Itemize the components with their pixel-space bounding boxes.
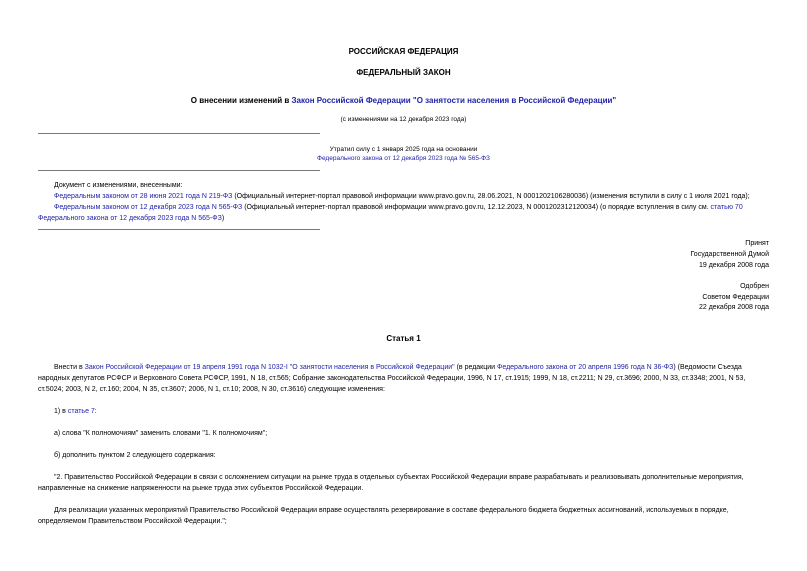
accepted-label: Принят: [745, 240, 769, 247]
article-paragraph: а) слова "К полномочиям" заменить словами "1. К полномочиям";: [54, 430, 268, 437]
doc-type-heading: ФЕДЕРАЛЬНЫЙ ЗАКОН: [356, 68, 451, 77]
law-1032-link[interactable]: Закон Российской Федерации от 19 апреля 1991 года N 1032-I "О занятости населения в Российской Федерации": [84, 364, 455, 371]
article-70-link[interactable]: статью 70: [710, 204, 743, 211]
article-paragraph: Для реализации указанных мероприятий Правительство Российской Федерации вправе осуществлять резервирование в составе федерального бюджета бюджетных ассигнований, используемых в порядке, определяемом Правительством Российской Федерации.";: [38, 507, 729, 525]
paragraph-text: :: [94, 408, 97, 415]
federal-law-link[interactable]: Федерального закона от 12 декабря 2023 года N 565-ФЗ: [38, 215, 222, 222]
article-heading: Статья 1: [386, 334, 421, 343]
paragraph-text: 1) в: [54, 408, 68, 415]
amendment-tail: ): [221, 215, 225, 222]
article-body: [38, 362, 771, 527]
article-paragraph: б) дополнить пунктом 2 следующего содержания:: [54, 452, 216, 459]
country-heading: РОССИЙСКАЯ ФЕДЕРАЦИЯ: [348, 47, 459, 56]
article-7-link[interactable]: статье 7: [67, 408, 95, 415]
expired-basis-link[interactable]: Федерального закона от 12 декабря 2023 года № 565-ФЗ: [317, 155, 490, 162]
paragraph-text: (в редакции: [454, 364, 498, 371]
duma-date: 19 декабря 2008 года: [698, 262, 769, 269]
divider: [38, 170, 320, 171]
article-paragraph: "2. Правительство Российской Федерации в связи с осложнением ситуации на рынке труда в отдельных субъектах Российской Федерации вправе разрабатывать и реализовывать дополнительные мероприятия, направленные на снижение напряженности на рынке труда этих субъектов Российской Федерации.: [38, 474, 744, 492]
council-label: Советом Федерации: [702, 294, 769, 301]
divider: [38, 133, 320, 134]
expired-notice: Утратил силу с 1 января 2025 года на основании: [329, 146, 478, 153]
amendment-text: (Официальный интернет-портал правовой информации www.pravo.gov.ru, 28.06.2021, N 0001202106280036) (изменения вступили в силу с 1 июля 2021 года);: [232, 193, 750, 200]
amendment-link[interactable]: Федеральным законом от 28 июня 2021 года N 219-ФЗ: [54, 193, 233, 200]
article-paragraph: [38, 406, 771, 417]
amendment-text: (Официальный интернет-портал правовой информации www.pravo.gov.ru, 12.12.2023, N 0001202312120034) (о порядке вступления в силу см.: [242, 204, 711, 211]
divider: [38, 229, 320, 230]
revision-note: (с изменениями на 12 декабря 2023 года): [340, 116, 467, 123]
amendment-link[interactable]: Федеральным законом от 12 декабря 2023 года N 565-ФЗ: [54, 204, 243, 211]
amendment-item: [38, 191, 771, 202]
approved-label: Одобрен: [740, 283, 769, 290]
amendments-block: [38, 180, 771, 224]
amendment-item: [38, 202, 771, 224]
law-36fz-link[interactable]: Федерального закона от 20 апреля 1996 года N 36-ФЗ: [497, 364, 674, 371]
paragraph-text: Внести в: [54, 364, 85, 371]
title-law-link[interactable]: Закон Российской Федерации "О занятости населения в Российской Федерации": [291, 96, 617, 105]
article-paragraph: [38, 362, 771, 395]
paragraph-text: ) (Ведомости Съезда народных депутатов РСФСР и Верховного Совета РСФСР, 1991, N 18, ст.565; Собрание законодательства Российской Федерации, 1996, N 17, ст.1915; 1999, N 18, ст.2211; N 29, ст.3696; 2000, N 33, ст.3348; 2001, N 53, ст.5024; 2003, N 2, ст.160; 2004, N 35, ст.3607; 2006, N 1, ст.10; 2008, N 30, ст.3616) следующие изменения:: [38, 364, 746, 393]
title-prefix: О внесении изменений в: [190, 96, 292, 105]
amendments-intro: Документ с изменениями, внесенными:: [54, 182, 183, 189]
council-date: 22 декабря 2008 года: [698, 304, 769, 311]
document-title: [0, 96, 807, 105]
duma-label: Государственной Думой: [690, 251, 769, 258]
